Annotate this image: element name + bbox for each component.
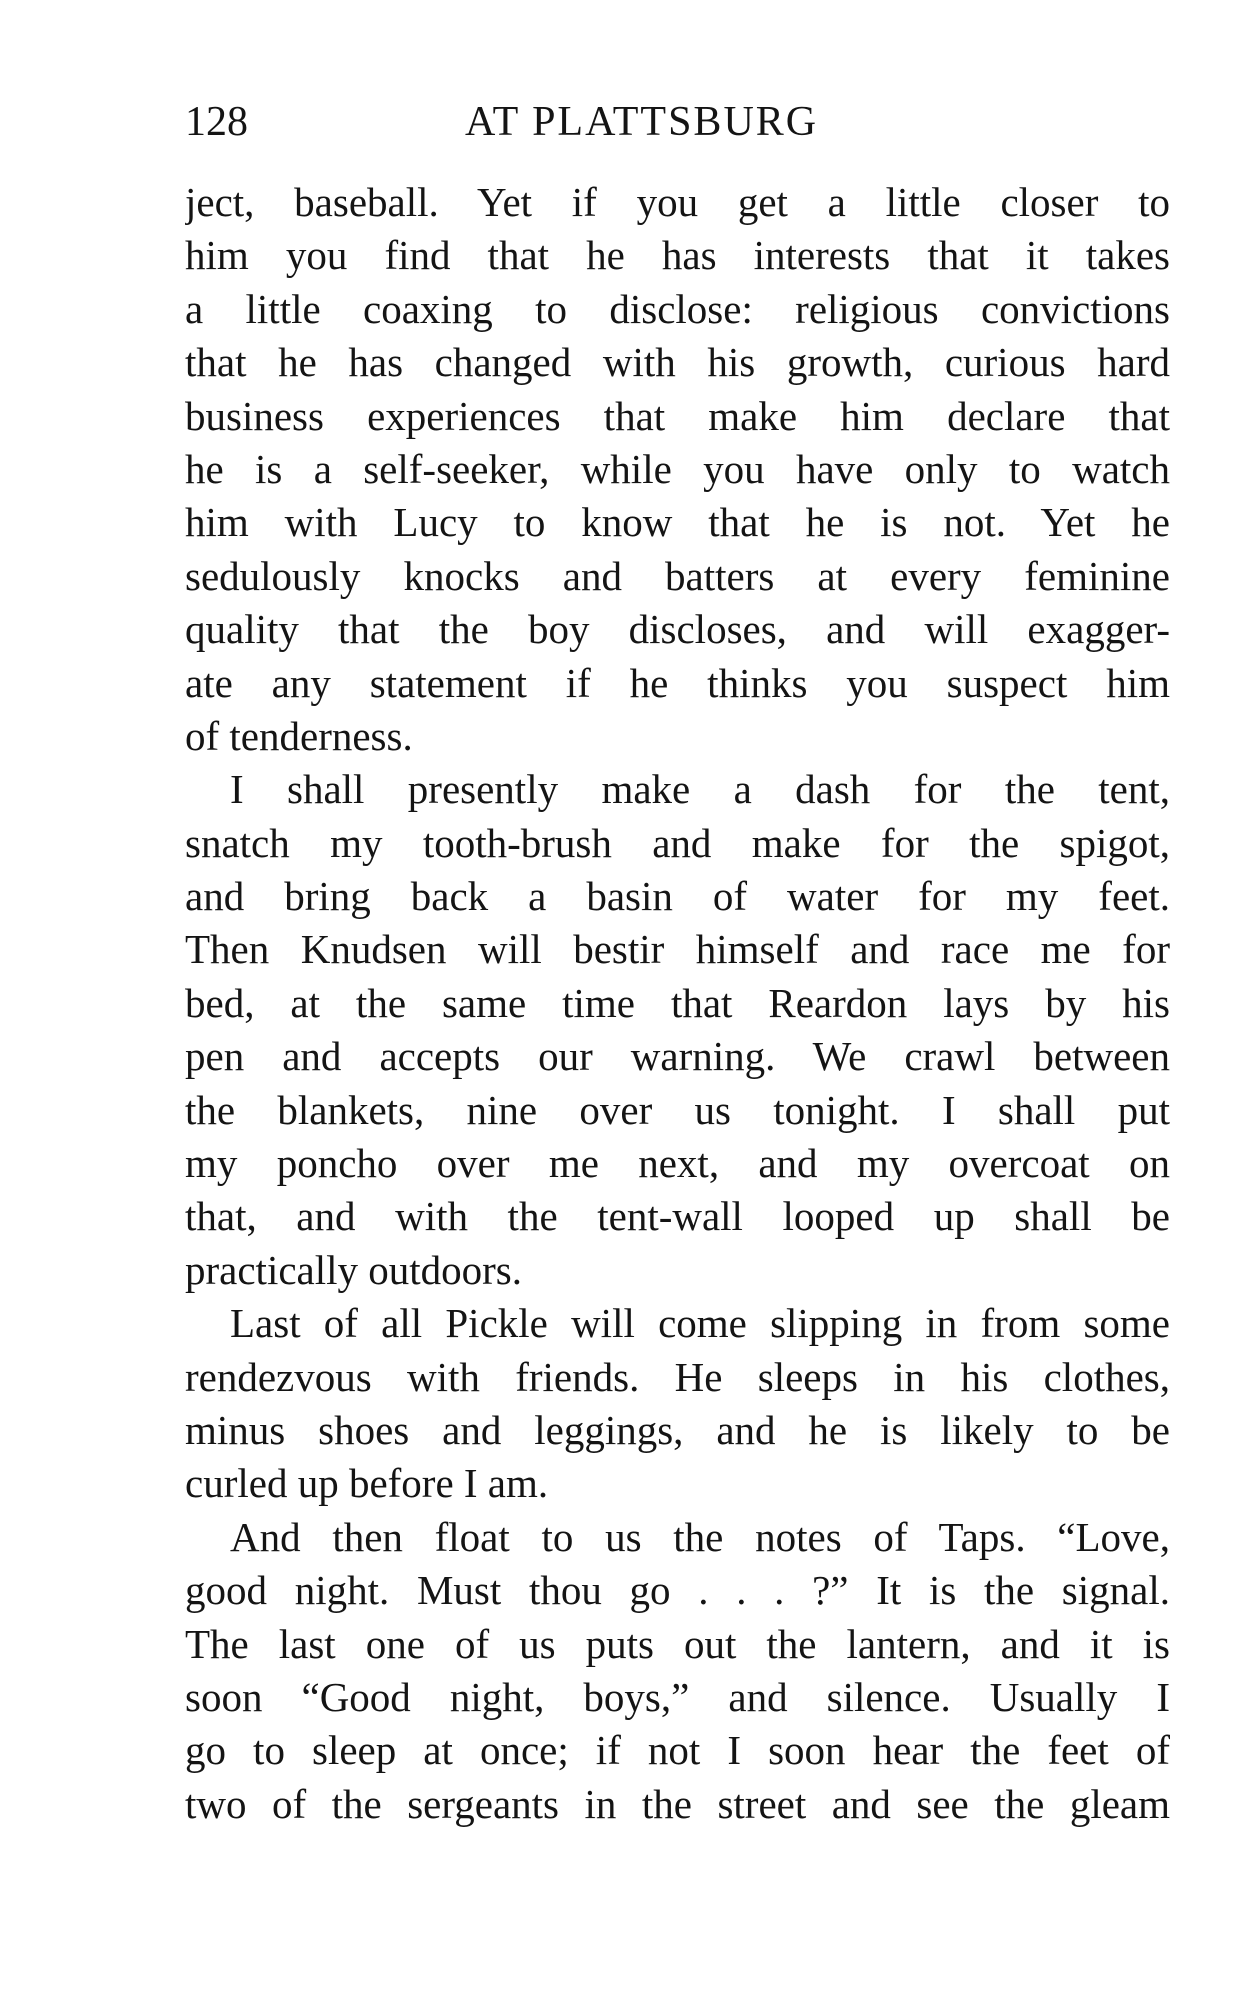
text-line: minus shoes and leggings, and he is likely to be [185, 1406, 1170, 1453]
text-line: snatch my tooth-brush and make for the spigot, [185, 819, 1170, 866]
text-line: good night. Must thou go . . . ?” It is the signal. [185, 1567, 1170, 1614]
text-line: a little coaxing to disclose: religious convictions [185, 285, 1170, 332]
text-line: and bring back a basin of water for my feet. [185, 873, 1170, 920]
text-line: The last one of us puts out the lantern, and it is [185, 1620, 1170, 1667]
text-line: he is a self-seeker, while you have only to watch [185, 445, 1170, 492]
text-line: of tenderness. [185, 712, 413, 759]
text-line: curled up before I am. [185, 1460, 549, 1507]
text-line: that, and with the tent-wall looped up shall be [185, 1193, 1170, 1240]
text-line: bed, at the same time that Reardon lays by his [185, 979, 1170, 1026]
text-line: And then float to us the notes of Taps. “Love, [230, 1513, 1170, 1560]
page-number: 128 [185, 99, 248, 145]
text-line: sedulously knocks and batters at every feminine [185, 552, 1170, 599]
text-line: him you find that he has interests that it takes [185, 232, 1170, 279]
text-line: ject, baseball. Yet if you get a little closer to [185, 179, 1170, 225]
text-line: him with Lucy to know that he is not. Yet he [185, 499, 1170, 546]
text-line: soon “Good night, boys,” and silence. Usually I [185, 1673, 1170, 1720]
body-text [185, 176, 1170, 1831]
text-line: that he has changed with his growth, curious hard [185, 339, 1170, 386]
text-line: pen and accepts our warning. We crawl between [185, 1033, 1170, 1080]
text-line: business experiences that make him declare that [185, 392, 1170, 439]
text-line: go to sleep at once; if not I soon hear the feet of [185, 1727, 1170, 1774]
running-head [185, 92, 1170, 152]
text-line: Then Knudsen will bestir himself and race me for [185, 926, 1170, 973]
text-line: rendezvous with friends. He sleeps in his clothes, [185, 1353, 1170, 1400]
running-title: AT PLATTSBURG [465, 99, 819, 145]
text-line: two of the sergeants in the street and see the gleam [185, 1780, 1170, 1827]
text-line: practically outdoors. [185, 1246, 523, 1293]
text-line: my poncho over me next, and my overcoat on [185, 1140, 1170, 1187]
text-line: I shall presently make a dash for the tent, [230, 766, 1170, 813]
text-line: quality that the boy discloses, and will exagger- [185, 606, 1170, 653]
text-line: Last of all Pickle will come slipping in from some [230, 1300, 1170, 1347]
text-line: ate any statement if he thinks you suspect him [185, 659, 1170, 706]
text-line: the blankets, nine over us tonight. I shall put [185, 1086, 1170, 1133]
